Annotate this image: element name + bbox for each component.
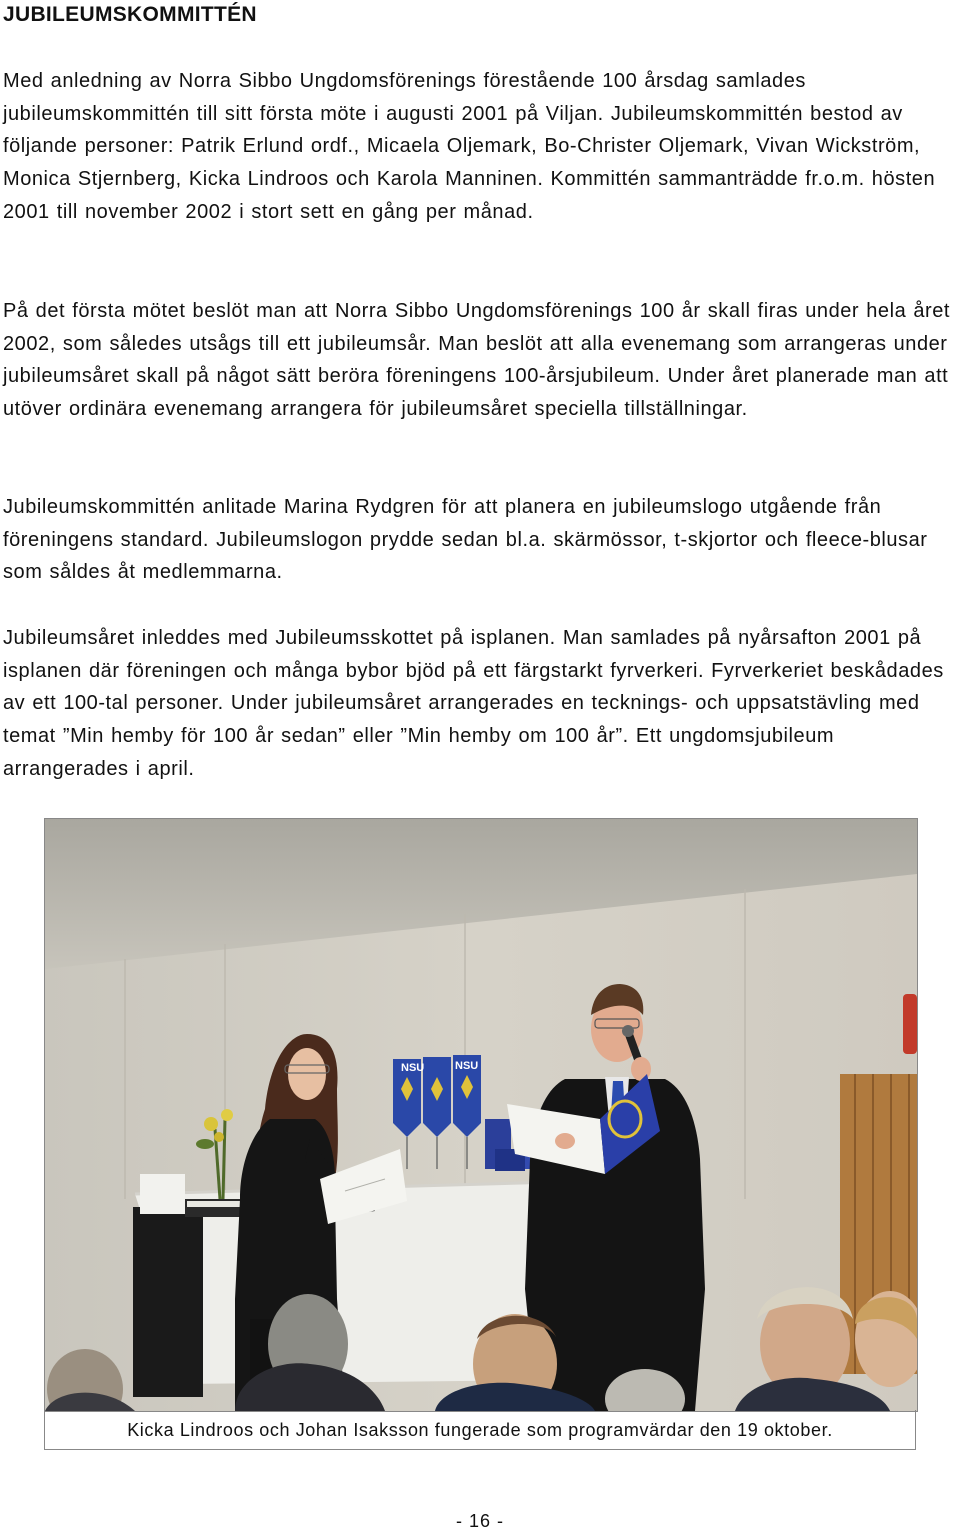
- pennant-stands: [393, 1055, 481, 1169]
- banner-text-right: NSU: [455, 1060, 479, 1072]
- paragraph-jubilee-start: Jubileumsåret inleddes med Jubileumsskottet på isplanen. Man samlades på nyårsafton 2001 på isplanen där föreningen och många bybor bjöd på ett färgstarkt fyrverkeri. Fyrverkeriet beskådades av ett 100-tal personer. Under jubileumsåret arrangerades en tecknings- och uppsatstävling med temat ”Min hemby för 100 år sedan” eller ”Min hemby om 100 år”. Ett ungdomsjubileum arrangerades i april.: [3, 627, 944, 780]
- piano: [133, 1207, 203, 1397]
- event-photo-illustration: [45, 819, 917, 1411]
- sheet-music: [140, 1174, 185, 1214]
- paragraph-logo: Jubileumskommittén anlitade Marina Rydgren för att planera en jubileumslogo utgående från föreningens standard. Jubileumslogon prydde sedan bl.a. skärmössor, t-skjortor och fleece-blusar som såldes åt medlemmarna.: [3, 496, 928, 584]
- event-photo: [44, 818, 918, 1412]
- banner-text-left: NSU: [401, 1062, 425, 1074]
- paragraph-first-meeting: På det första mötet beslöt man att Norra Sibbo Ungdomsförenings 100 år skall firas under hela året 2002, som således utsågs till ett jubileumsår. Man beslöt att alla evenemang som arrangeras under jubileumsåret skall på något sätt beröra föreningens 100-årsjubileum. Under året planerade man att utöver ordinära evenemang arrangera för jubileumsåret speciella tillställningar.: [3, 300, 951, 421]
- photo-caption: Kicka Lindroos och Johan Isaksson fungerade som programvärdar den 19 oktober.: [44, 1410, 916, 1450]
- page-number: - 16 -: [455, 1511, 504, 1531]
- page-title: JUBILEUMSKOMMITTÉN: [3, 3, 257, 26]
- fire-extinguisher: [903, 994, 917, 1054]
- paragraph-committee: Med anledning av Norra Sibbo Ungdomsförenings förestående 100 årsdag samlades jubileumskommittén till sitt första möte i augusti 2001 på Viljan. Jubileumskommittén bestod av följande personer: Patrik Erlund ordf., Micaela Oljemark, Bo-Christer Oljemark, Vivan Wickström, Monica Stjernberg, Kicka Lindroos och Karola Manninen. Kommittén sammanträdde fr.o.m. hösten 2001 till november 2002 i stort sett en gång per månad.: [3, 70, 936, 223]
